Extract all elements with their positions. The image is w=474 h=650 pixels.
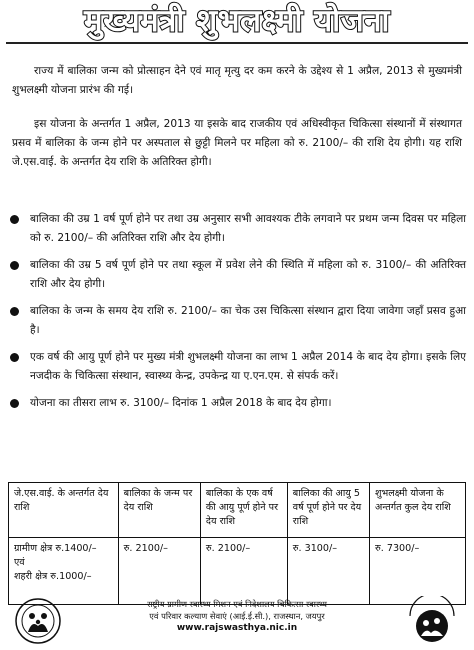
page-title: मुख्यमंत्री शुभलक्ष्मी योजना [84, 3, 390, 39]
health-department-logo-icon [404, 596, 460, 646]
table-header-row [9, 483, 466, 538]
benefit-list [8, 210, 466, 421]
bullet-icon [10, 399, 19, 408]
list-item [8, 394, 466, 413]
bullet-icon [10, 215, 19, 224]
cell-five-year: रु. 3100/– [287, 538, 369, 605]
bullet-icon [10, 261, 19, 270]
bullet-text: योजना का तीसरा लाभ रु. 3100/– दिनांक 1 अप्रैल 2018 के बाद देय होगा। [30, 397, 332, 409]
footer [90, 598, 384, 634]
header-birth: बालिका के जन्म पर देय राशि [118, 483, 200, 538]
footer-line-1: राष्ट्रीय ग्रामीण स्वास्थ्य मिशन एवं निदेशालय चिकित्सा स्वास्थ्य [147, 599, 327, 609]
list-item [8, 256, 466, 294]
header-total: शुभलक्ष्मी योजना के अन्तर्गत कुल देय राशि [370, 483, 466, 538]
header-jsy: जे.एस.वाई. के अन्तर्गत देय राशि [9, 483, 119, 538]
cell-jsy [9, 538, 119, 605]
cell-one-year: रु. 2100/– [200, 538, 287, 605]
cell-birth: रु. 2100/– [118, 538, 200, 605]
jsy-rural: ग्रामीण क्षेत्र रु.1400/– [14, 543, 97, 554]
list-item [8, 348, 466, 386]
header-one-year: बालिका के एक वर्ष की आयु पूर्ण होने पर देय राशि [200, 483, 287, 538]
intro-paragraph: राज्य में बालिका जन्म को प्रोत्साहन देने एवं मातृ मृत्यु दर कम करने के उद्देश्य से 1 अप्रैल, 2013 से मुख्यमंत्री शुभलक्ष्मी योजना प्रारंभ की गई। [12, 65, 462, 96]
nrhm-logo-icon [10, 596, 66, 646]
list-item [8, 302, 466, 340]
bullet-text: बालिका की उम्र 5 वर्ष पूर्ण होने पर तथा स्कूल में प्रवेश लेने की स्थिति में महिला को रु. 3100/– की अतिरिक्त राशि और देय होगी। [30, 259, 466, 290]
header-five-year: बालिका की आयु 5 वर्ष पूर्ण होने पर देय राशि [287, 483, 369, 538]
bullet-text: बालिका की उम्र 1 वर्ष पूर्ण होने पर तथा उम्र अनुसार सभी आवश्यक टीके लगवाने पर प्रथम जन्म दिवस पर महिला को रु. 2100/– की अतिरिक्त राशि और देय होगी। [30, 213, 466, 244]
jsy-urban: शहरी क्षेत्र रु.1000/– [14, 571, 92, 582]
bullet-text: बालिका के जन्म के समय देय राशि रु. 2100/– का चेक उस चिकित्सा संस्थान द्वारा दिया जावेगा जहाँ प्रसव हुआ है। [30, 305, 466, 336]
bullet-icon [10, 307, 19, 316]
table-row [9, 538, 466, 605]
footer-line-2: एवं परिवार कल्याण सेवाएं (आई.ई.सी.), राजस्थान, जयपुर [149, 611, 325, 621]
cell-total: रु. 7300/– [370, 538, 466, 605]
benefit-table [8, 482, 466, 605]
list-item [8, 210, 466, 248]
bullet-text: एक वर्ष की आयु पूर्ण होने पर मुख्य मंत्री शुभलक्ष्मी योजना का लाभ 1 अप्रैल 2014 के बाद देय होगा। इसके लिए नजदीक के चिकित्सा संस्थान, स्वास्थ्य केन्द्र, उपकेन्द्र या ए.एन.एम. से संपर्क करें। [30, 351, 467, 382]
jsy-and: एवं [14, 557, 25, 568]
footer-url: www.rajswasthya.nic.in [176, 623, 298, 633]
scheme-paragraph: इस योजना के अन्तर्गत 1 अप्रैल, 2013 या इसके बाद राजकीय एवं अधिस्वीकृत चिकित्सा संस्थानों में संस्थागत प्रसव में बालिका के जन्म होने पर अस्पताल से छुट्टी मिलने पर महिला को रु. 2100/– की राशि देय होगी। यह राशि जे.एस.वाई. के अन्तर्गत देय राशि के अतिरिक्त होगी। [12, 118, 462, 168]
title-divider [6, 42, 468, 44]
bullet-icon [10, 353, 19, 362]
